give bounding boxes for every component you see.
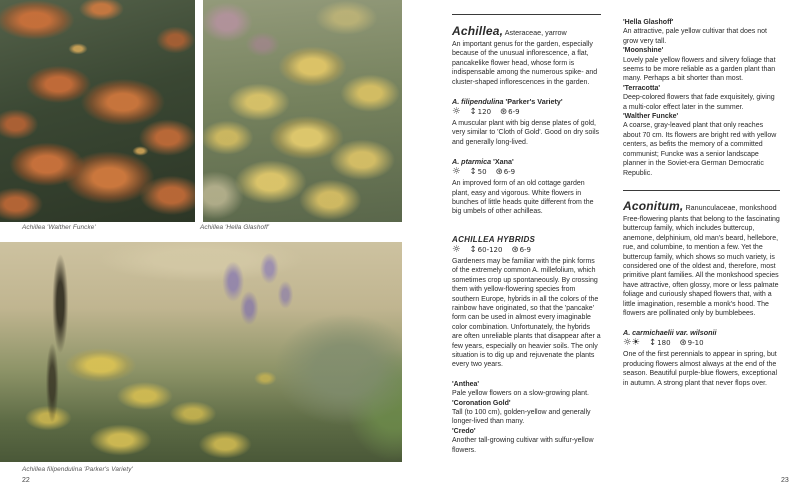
caption-bottom: Achillea filipendulina 'Parker's Variety' bbox=[22, 466, 133, 473]
cultivar-description: Pale yellow flowers on a slow-growing plant. bbox=[452, 390, 589, 398]
sun-half-shade-icon: ☼☀ bbox=[623, 337, 641, 349]
sun-icon: ☼ bbox=[452, 243, 461, 255]
hardiness-zone-icon: ⊛ bbox=[511, 244, 519, 255]
species-epithet: A. filipendulina bbox=[452, 97, 504, 107]
genus-family: Asteraceae, yarrow bbox=[503, 28, 567, 37]
height-value: 180 bbox=[657, 339, 671, 348]
hardiness-zone-icon: ⊛ bbox=[500, 107, 508, 118]
cultivar-item-credo bbox=[452, 427, 601, 455]
cultivar-item-coronation-gold bbox=[452, 399, 601, 427]
species-name: A. carmichaelii var. wilsonii bbox=[623, 328, 717, 338]
cultivar-name: 'Moonshine' bbox=[623, 47, 664, 55]
cultivar-item-walther-funcke bbox=[623, 112, 780, 178]
cultivar-description: An attractive, pale yellow cultivar that does not grow very tall. bbox=[623, 28, 767, 45]
section-divider bbox=[623, 190, 780, 191]
symbol-row bbox=[452, 243, 601, 255]
cultivar-item-moonshine bbox=[623, 46, 780, 84]
height-value: 50 bbox=[477, 168, 487, 177]
caption-top-left: Achillea 'Walther Funcke' bbox=[22, 224, 96, 231]
cultivar-name: 'Credo' bbox=[452, 427, 476, 435]
column-achillea bbox=[452, 14, 601, 455]
sun-icon: ☼ bbox=[452, 106, 461, 118]
hardiness-zone-icon: ⊛ bbox=[679, 338, 687, 349]
height-icon: ↕ bbox=[469, 244, 477, 255]
species-description: An improved form of an old cottage garden plant, easy and vigorous. White flowers in bunches of little heads quite different from the big umbels of other achilleas. bbox=[452, 180, 594, 216]
species-entry-filipendulina bbox=[452, 97, 601, 147]
cultivar-description: Tall (to 100 cm), golden-yellow and generally longer-lived than many. bbox=[452, 408, 591, 426]
zone-value: 6-9 bbox=[508, 108, 520, 117]
height-icon: ↕ bbox=[469, 167, 477, 178]
sun-icon: ☼ bbox=[452, 166, 461, 178]
cultivar-name: 'Parker's Variety' bbox=[503, 97, 563, 107]
species-entry-carmichaelii bbox=[623, 328, 780, 388]
genus-intro-paragraph: Free-flowering plants that belong to the fascinating buttercup family, which includes buttercup, anemone, delphinium, old man's beard, hellebore, rue, and columbine, to mention a few. Yet the buttercup family, which shows so much variety, is considered one of the oldest and, therefore, most primitive plant families. All the monkshood species have attractive, often glossy, more or less palmate foliage and curiously shaped flowers that, with a little imagination, resemble a monk's hood. The flowers are pollinated only by bumblebees. bbox=[623, 215, 780, 317]
symbol-row bbox=[452, 108, 601, 116]
section-divider bbox=[452, 14, 601, 15]
photo-achillea-parkers-variety bbox=[0, 242, 402, 462]
genus-intro-paragraph: An important genus for the garden, especially because of the unusual inflorescence, a flat, pancakelike flower head, whose form is indispensable among the numerous spike- and cluster-shaped inflorescences in the garden. bbox=[452, 41, 598, 86]
zone-value: 9-10 bbox=[687, 339, 704, 348]
cultivar-name: 'Hella Glashoff' bbox=[623, 19, 674, 26]
caption-top-right: Achillea 'Hella Glashoff' bbox=[200, 224, 270, 231]
page-number-right: 23 bbox=[781, 477, 789, 484]
genus-heading-aconitum bbox=[623, 197, 780, 215]
genus-name: Achillea, bbox=[452, 24, 504, 38]
cultivar-description: Another tall-growing cultivar with sulfur-yellow flowers. bbox=[452, 437, 594, 454]
height-icon: ↕ bbox=[649, 338, 657, 349]
height-value: 120 bbox=[477, 108, 492, 117]
cultivar-name: 'Anthea' bbox=[452, 380, 480, 388]
cultivar-item-terracotta bbox=[623, 84, 780, 112]
zone-value: 6-9 bbox=[519, 245, 532, 254]
column-achillea-cultivars-aconitum bbox=[623, 18, 780, 388]
cultivar-name: 'Xana' bbox=[491, 157, 514, 167]
species-description: One of the first perennials to appear in spring, but producing flowers almost always at the end of the season. Beautiful purple-blue flowers, exceptional in autumn. A strong plant that never flops over. bbox=[623, 351, 778, 387]
species-name bbox=[452, 97, 601, 106]
page-number-left: 22 bbox=[22, 477, 30, 484]
cultivar-description: Deep-colored flowers that fade exquisitely, giving a multi-color effect later in the summer. bbox=[623, 94, 775, 111]
photo-achillea-walther-funcke bbox=[0, 0, 195, 222]
species-epithet: A. ptarmica bbox=[452, 157, 492, 167]
cultivar-item-anthea bbox=[452, 380, 601, 399]
cultivar-name: 'Walther Funcke' bbox=[623, 113, 679, 121]
genus-family: Ranunculaceae, monkshood bbox=[683, 202, 777, 212]
hybrids-paragraph: Gardeners may be familiar with the pink forms of the extremely common A. millefolium, which sometimes crop up spontaneously. By crossing them with yellow-flowering species from southern Europe, hybrids in all the colors of the rainbow have originated, so that the 'pancake' form can be used in almost every imaginable color combination. Unfortunately, the hybrids are often unreliable plants that disappear after a few years, especially on heavier soils. The only situation is to dig up and rejuvenate the plants every two years. bbox=[452, 257, 601, 369]
cultivar-description: Lovely pale yellow flowers and silvery foliage that seems to be more reliable as a garden plant than many. Perhaps a bit shorter than most. bbox=[623, 56, 776, 83]
symbol-row bbox=[623, 339, 780, 347]
zone-value: 6-9 bbox=[503, 168, 516, 177]
symbol-row bbox=[452, 168, 601, 176]
species-description: A muscular plant with big dense plates of gold, very similar to 'Cloth of Gold'. Good on dry soils and generally long-lived. bbox=[452, 120, 600, 146]
species-entry-ptarmica bbox=[452, 157, 601, 217]
cultivar-name: 'Terracotta' bbox=[623, 84, 661, 92]
height-icon: ↕ bbox=[469, 107, 477, 118]
height-value: 60-120 bbox=[477, 245, 503, 254]
genus-name: Aconitum, bbox=[623, 198, 684, 213]
hybrids-heading: ACHILLEA HYBRIDS bbox=[452, 234, 536, 244]
cultivar-description: A coarse, gray-leaved plant that only reaches about 70 cm. Its flowers are bright red with yellow centers, as befits the memory of a committed communist; Funcke was a senior landscape planner in the Soviet-era German Democratic Republic. bbox=[623, 122, 777, 177]
cultivar-name: 'Coronation Gold' bbox=[452, 399, 511, 407]
cultivar-item-hella-glashoff bbox=[623, 18, 780, 46]
photo-achillea-hella-glashoff bbox=[203, 0, 402, 222]
species-name bbox=[452, 157, 601, 166]
genus-heading-achillea bbox=[452, 22, 601, 40]
hardiness-zone-icon: ⊛ bbox=[495, 167, 503, 178]
